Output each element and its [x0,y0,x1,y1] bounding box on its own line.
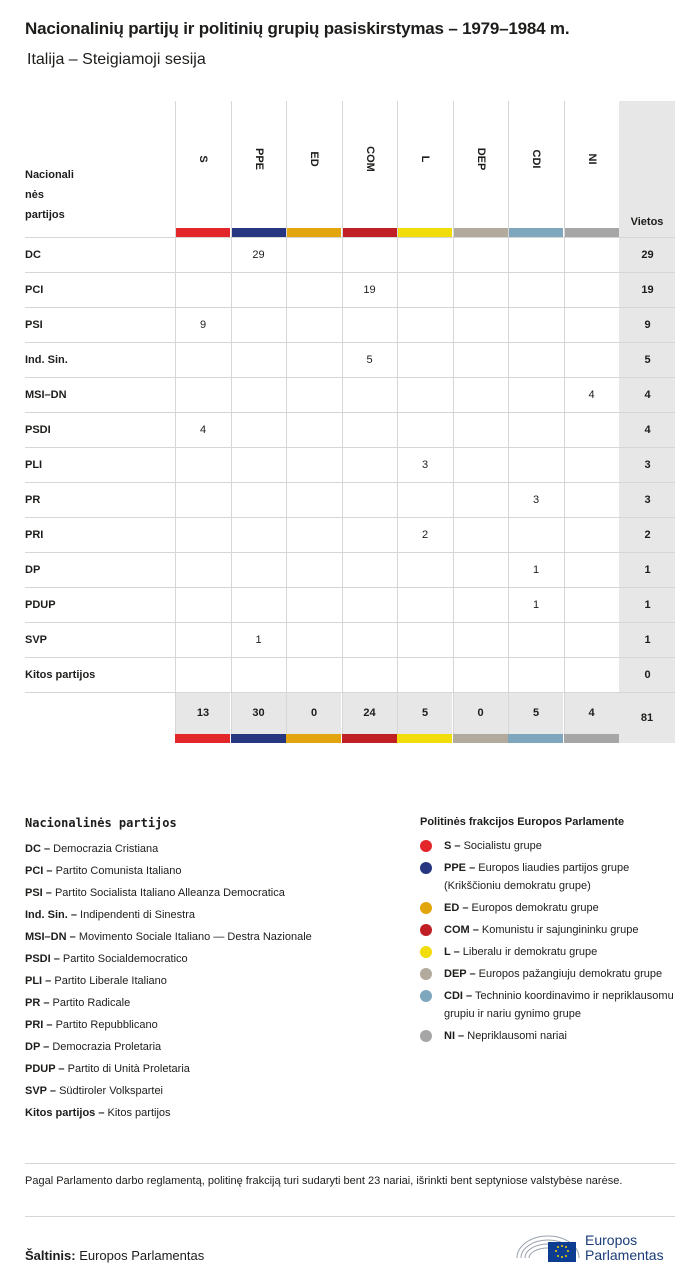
legend-name: Indipendenti di Sinestra [80,909,195,921]
national-parties-header: Nacionali nės partijos [25,169,74,221]
party-name: PLI [25,459,43,471]
seat-cell [286,378,341,413]
legend-abbr: PCI – [25,865,53,877]
legend-abbr: PSI – [25,887,52,899]
row-total: 3 [619,483,675,518]
table-row [25,342,675,377]
seat-cell: 1 [231,623,286,658]
legend-name: Komunistu ir sajungininku grupe [481,924,639,936]
color-dot-icon [420,946,432,958]
seat-cell [564,658,619,693]
seat-cell [175,273,230,308]
legend-item [25,838,405,860]
seat-cell [564,448,619,483]
group-column-header [286,101,341,237]
table-row [25,552,675,587]
legend-abbr: Ind. Sin. – [25,909,77,921]
legend-item [420,921,680,939]
footnote: Pagal Parlamento darbo reglamentą, politinę frakciją turi sudaryti bent 23 nariai, išrinkti bent septyniose valstybėse narėse. [25,1175,623,1187]
seat-cell [564,588,619,623]
group-code: ED [308,151,320,167]
seat-cell [564,553,619,588]
legend-item [25,882,405,904]
table-row [25,587,675,622]
seat-cell [453,413,508,448]
legend-abbr: DP – [25,1041,50,1053]
table-row [25,307,675,342]
legend-abbr: PR – [25,997,50,1009]
seat-cell [342,238,397,273]
seat-cell [397,273,452,308]
seat-cell [231,273,286,308]
seat-cell [231,343,286,378]
group-total: 13 [175,693,230,734]
party-name: PSI [25,319,43,331]
legend-item [420,943,680,961]
divider [25,1216,675,1217]
seat-cell [453,238,508,273]
seat-cell [175,238,230,273]
seat-cell: 3 [397,448,452,483]
party-name: PSDI [25,424,51,436]
row-total: 3 [619,448,675,483]
source-line [25,1248,204,1263]
seat-cell [175,343,230,378]
seat-cell [564,238,619,273]
seat-cell [286,658,341,693]
legend-name: Partito Liberale Italiano [54,975,167,987]
seat-cell: 4 [175,413,230,448]
legend-item [25,904,405,926]
seat-cell [175,518,230,553]
seat-cell [397,413,452,448]
group-code: NI [585,153,598,165]
seat-cell [453,588,508,623]
legend-abbr: CDI – [444,990,473,1002]
group-column-header [397,101,452,237]
legend-item [420,837,680,855]
group-column-header [453,101,508,237]
seat-cell [175,623,230,658]
seat-cell [286,448,341,483]
legend-name: Kitos partijos [107,1107,171,1119]
group-total: 0 [453,693,508,734]
seat-cell [231,448,286,483]
legend-abbr: PSDI – [25,953,60,965]
color-dot-icon [420,862,432,874]
group-column-header [564,101,619,237]
legend-item [25,926,405,948]
parliament-hemicycle-icon [515,1228,581,1268]
seat-cell: 19 [342,273,397,308]
color-dot-icon [420,968,432,980]
seat-cell [508,518,563,553]
seat-cell [175,588,230,623]
seat-cell [453,483,508,518]
row-total: 1 [619,623,675,658]
group-color-bar [508,734,563,743]
seat-cell [564,518,619,553]
group-code: L [419,155,431,163]
table-row [25,447,675,482]
seat-cell [508,413,563,448]
group-column-header [175,101,230,237]
group-color-bar [176,228,230,237]
row-total: 1 [619,553,675,588]
legend-item [25,1102,405,1124]
row-total: 2 [619,518,675,553]
row-total: 29 [619,238,675,273]
seats-header [619,101,675,237]
political-groups-legend [420,816,680,1049]
seat-cell [342,483,397,518]
table-row [25,272,675,307]
seat-cell: 29 [231,238,286,273]
page-title: Nacionalinių partijų ir politinių grupių pasiskirstymas – 1979–1984 m. [25,19,570,38]
seat-cell [231,588,286,623]
legend-abbr: Kitos partijos – [25,1107,105,1119]
seat-cell: 2 [397,518,452,553]
group-color-bar [509,228,563,237]
seat-cell [231,518,286,553]
legend-item [25,1014,405,1036]
seat-cell [342,623,397,658]
party-name: PR [25,494,41,506]
seat-cell [564,483,619,518]
group-code: DEP [474,147,487,171]
color-dot-icon [420,990,432,1002]
legend-name: Europos demokratu grupe [471,902,599,914]
group-total: 4 [564,693,619,734]
legend-abbr: PLI – [25,975,52,987]
seat-cell [397,658,452,693]
color-dot-icon [420,902,432,914]
national-legend-heading: Nacionalinės partijos [25,816,177,830]
logo-line-2: Parlamentas [585,1247,664,1263]
table-row [25,412,675,447]
table-row [25,237,675,272]
seat-cell [175,448,230,483]
legend-name: Democrazia Cristiana [53,843,159,855]
group-code: PPE [252,147,265,171]
legend-abbr: S – [444,840,461,852]
seat-cell: 4 [564,378,619,413]
row-total: 19 [619,273,675,308]
seat-cell [286,413,341,448]
table-row [25,622,675,657]
seat-cell [508,658,563,693]
source-label: Šaltinis: [25,1248,76,1263]
legend-abbr: PDUP – [25,1063,65,1075]
color-dot-icon [420,1030,432,1042]
legend-abbr: PPE – [444,862,476,874]
seat-cell [453,273,508,308]
row-total: 9 [619,308,675,343]
legend-name: Südtiroler Volkspartei [59,1085,164,1097]
seat-cell [397,308,452,343]
legend-name: Democrazia Proletaria [52,1041,162,1053]
party-name: PDUP [25,599,56,611]
group-code: S [197,155,209,163]
legend-abbr: COM – [444,924,479,936]
legend-name: Partito Socialdemocratico [62,953,188,965]
legend-name: Partito Radicale [52,997,131,1009]
seat-cell [453,553,508,588]
group-color-bar [564,734,619,743]
seat-cell [175,378,230,413]
legend-name: Partito di Unità Proletaria [67,1063,190,1075]
legend-abbr: ED – [444,902,469,914]
seat-cell [342,553,397,588]
seat-cell [231,378,286,413]
legend-abbr: NI – [444,1030,465,1042]
seat-cell [453,518,508,553]
party-name: PRI [25,529,44,541]
row-total: 0 [619,658,675,693]
legend-name: Partito Socialista Italiano Alleanza Democratica [54,887,285,899]
seat-cell [453,343,508,378]
seat-cell [342,658,397,693]
group-column-header [342,101,397,237]
legend-item [25,1036,405,1058]
seat-cell [508,308,563,343]
group-column-header [231,101,286,237]
seat-cell [397,343,452,378]
seat-cell [397,378,452,413]
seat-cell [453,308,508,343]
group-total: 0 [286,693,341,734]
seat-cell [286,518,341,553]
legend-item [420,859,680,895]
seat-cell [564,623,619,658]
seat-cell [286,273,341,308]
seat-cell [453,448,508,483]
table-header [25,101,675,237]
seat-cell [453,623,508,658]
group-code: COM [363,146,376,172]
group-total: 5 [397,693,452,734]
source-value: Europos Parlamentas [79,1248,205,1263]
seat-cell: 5 [342,343,397,378]
table-row [25,517,675,552]
seat-cell [397,553,452,588]
group-color-bar [343,228,397,237]
table-row [25,482,675,517]
group-color-bar [286,734,341,743]
party-name: SVP [25,634,48,646]
seat-cell [564,273,619,308]
group-color-bar [231,734,286,743]
group-column-header [508,101,563,237]
seat-cell [508,343,563,378]
legend-item [25,992,405,1014]
legend-abbr: DEP – [444,968,476,980]
seat-cell [231,308,286,343]
seat-cell [342,448,397,483]
seat-cell [397,238,452,273]
row-total: 4 [619,378,675,413]
seat-cell [286,623,341,658]
legend-name: Socialistu grupe [463,840,542,852]
seat-cell [231,483,286,518]
color-dot-icon [420,924,432,936]
seat-cell [508,273,563,308]
group-color-bar [342,734,397,743]
logo-text [585,1233,664,1263]
legend-item [420,1027,680,1045]
grand-total: 81 [619,693,675,743]
seat-cell: 3 [508,483,563,518]
seat-cell: 9 [175,308,230,343]
row-total: 5 [619,343,675,378]
seat-cell [342,413,397,448]
seat-cell [231,413,286,448]
legend-item [25,970,405,992]
seat-cell [564,308,619,343]
ep-logo [515,1228,680,1268]
party-name: MSI–DN [25,389,67,401]
table-row [25,377,675,412]
legend-item [25,1058,405,1080]
row-total: 1 [619,588,675,623]
groups-legend-heading: Politinės frakcijos Europos Parlamente [420,816,625,828]
group-totals-row [25,692,675,742]
legend-item [420,987,680,1023]
row-total: 4 [619,413,675,448]
seat-cell [286,483,341,518]
seat-cell: 1 [508,588,563,623]
seat-cell [453,658,508,693]
seat-cell [564,343,619,378]
legend-item [420,965,680,983]
seat-cell [231,658,286,693]
group-total: 5 [508,693,563,734]
group-color-bar [397,734,452,743]
logo-line-1: Europos [585,1232,638,1248]
party-name: DC [25,249,41,261]
legend-abbr: SVP – [25,1085,56,1097]
color-dot-icon [420,840,432,852]
legend-name: Techninio koordinavimo ir nepriklausomu grupiu ir nariu gynimo grupe [444,990,674,1020]
seat-cell: 1 [508,553,563,588]
legend-item [420,899,680,917]
seat-cell [286,238,341,273]
party-name: DP [25,564,41,576]
seat-cell [342,518,397,553]
seat-cell [286,308,341,343]
seat-cell [342,308,397,343]
group-code: CDI [530,149,542,169]
legend-item [25,948,405,970]
legend-name: Partito Repubblicano [55,1019,158,1031]
legend-abbr: PRI – [25,1019,53,1031]
legend-abbr: L – [444,946,460,958]
seat-cell [286,553,341,588]
seat-cell [231,553,286,588]
table-row [25,657,675,692]
legend-name: Nepriklausomi nariai [467,1030,567,1042]
legend-name: Partito Comunista Italiano [55,865,182,877]
seat-cell [397,623,452,658]
legend-name: Europos liaudies partijos grupe (Krikščioniu demokratu grupe) [444,862,630,892]
seat-cell [286,343,341,378]
page-subtitle: Italija – Steigiamoji sesija [27,51,206,68]
seat-cell [175,483,230,518]
seat-cell [508,238,563,273]
seat-cell [564,413,619,448]
group-color-bar [175,734,230,743]
party-name: PCI [25,284,44,296]
group-color-bar [398,228,452,237]
table-body [25,237,675,692]
seat-cell [175,658,230,693]
group-color-bar [287,228,341,237]
group-total: 24 [342,693,397,734]
group-color-bar [565,228,619,237]
group-total: 30 [231,693,286,734]
seat-cell [175,553,230,588]
distribution-table [25,101,675,742]
seat-cell [397,588,452,623]
legend-item [25,1080,405,1102]
legend-abbr: DC – [25,843,51,855]
seats-header-label: Vietos [630,216,664,228]
seat-cell [508,378,563,413]
seat-cell [286,588,341,623]
legend-name: Liberalu ir demokratu grupe [462,946,598,958]
party-name: Kitos partijos [25,669,96,681]
divider [25,1163,675,1164]
legend-name: Movimento Sociale Italiano — Destra Nazionale [78,931,312,943]
legend-abbr: MSI–DN – [25,931,76,943]
party-name: Ind. Sin. [25,354,68,366]
group-color-bar [232,228,286,237]
legend-item [25,860,405,882]
group-color-bar [453,734,508,743]
legend-name: Europos pažangiuju demokratu grupe [478,968,663,980]
seat-cell [453,378,508,413]
seat-cell [342,588,397,623]
national-parties-legend [25,816,405,1124]
group-color-bar [454,228,508,237]
seat-cell [508,448,563,483]
seat-cell [397,483,452,518]
seat-cell [342,378,397,413]
seat-cell [508,623,563,658]
